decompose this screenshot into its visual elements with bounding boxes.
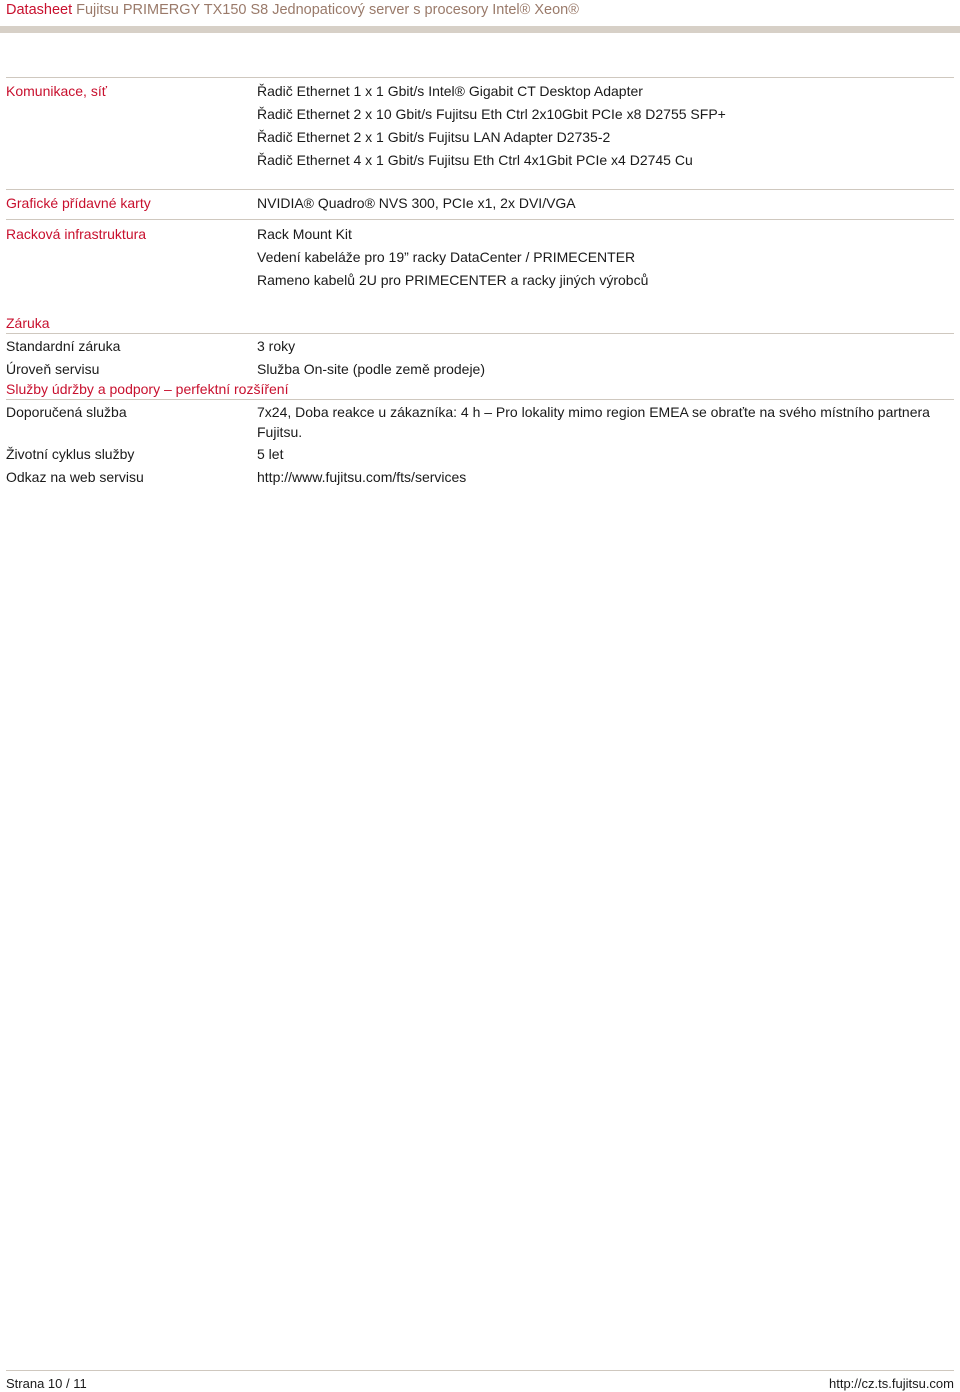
spec-item: Rack Mount Kit (257, 226, 352, 242)
header-brand: Datasheet (6, 2, 73, 18)
spec-item: Rameno kabelů 2U pro PRIMECENTER a racky jiných výrobců (257, 272, 649, 288)
group-label-rackova: Racková infrastruktura (6, 226, 147, 242)
section-divider (6, 333, 954, 334)
spec-item: Řadič Ethernet 4 x 1 Gbit/s Fujitsu Eth Ctrl 4x1Gbit PCIe x4 D2745 Cu (257, 152, 693, 168)
page-header (6, 0, 579, 20)
header-title: Fujitsu PRIMERGY TX150 S8 Jednopaticový server s procesory Intel® Xeon® (76, 2, 579, 18)
spec-item: Vedení kabeláže pro 19” racky DataCenter / PRIMECENTER (257, 249, 636, 265)
service-link[interactable]: http://www.fujitsu.com/fts/services (257, 469, 467, 485)
service-level-value: Služba On-site (podle země prodeje) (257, 361, 486, 377)
section-title-zaruka: Záruka (6, 315, 50, 331)
footer-url-link[interactable]: http://cz.ts.fujitsu.com (829, 1376, 954, 1391)
service-lifecycle-key: Životní cyklus služby (6, 446, 135, 462)
group-label-graficke: Grafické přídavné karty (6, 195, 151, 211)
spec-item: Řadič Ethernet 2 x 1 Gbit/s Fujitsu LAN Adapter D2735-2 (257, 129, 611, 145)
section-divider (6, 77, 954, 78)
header-divider (0, 26, 960, 33)
service-lifecycle-value: 5 let (257, 446, 284, 462)
spec-item: Řadič Ethernet 2 x 10 Gbit/s Fujitsu Eth Ctrl 2x10Gbit PCIe x8 D2755 SFP+ (257, 106, 726, 122)
group-label-komunikace: Komunikace, síť (6, 83, 107, 99)
service-level-key: Úroveň servisu (6, 361, 100, 377)
recommended-service-key: Doporučená služba (6, 404, 127, 420)
warranty-key: Standardní záruka (6, 338, 121, 354)
page-number: Strana 10 / 11 (6, 1376, 87, 1391)
section-divider (6, 189, 954, 190)
section-divider (6, 219, 954, 220)
spec-item: Řadič Ethernet 1 x 1 Gbit/s Intel® Gigabit CT Desktop Adapter (257, 83, 643, 99)
section-divider (6, 399, 954, 400)
footer-divider (6, 1370, 954, 1371)
section-title-sluzby: Služby údržby a podpory – perfektní rozšíření (6, 381, 289, 397)
spec-item: NVIDIA® Quadro® NVS 300, PCIe x1, 2x DVI/VGA (257, 195, 576, 211)
recommended-service-value: 7x24, Doba reakce u zákazníka: 4 h – Pro lokality mimo region EMEA se obraťte na svého místního partnera Fujitsu. (257, 404, 930, 440)
warranty-value: 3 roky (257, 338, 296, 354)
service-link-key: Odkaz na web servisu (6, 469, 144, 485)
